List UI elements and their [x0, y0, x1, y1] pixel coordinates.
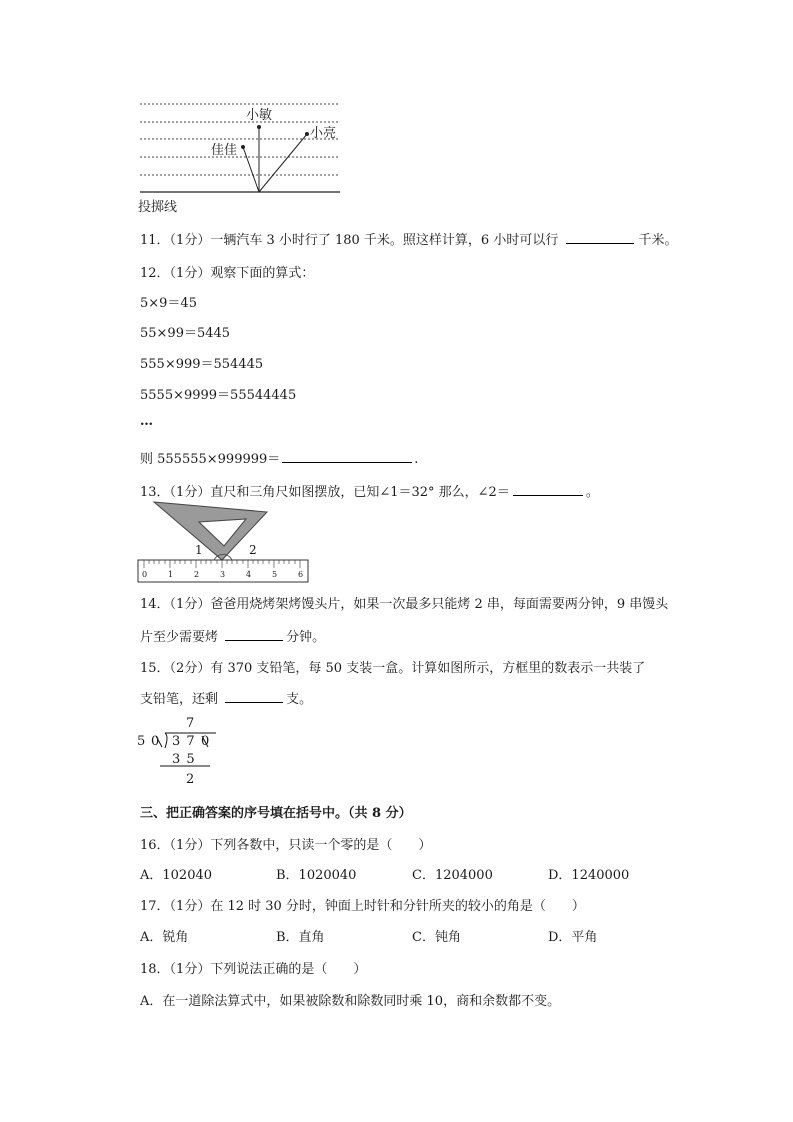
answer-blank[interactable] [225, 626, 283, 641]
ellipsis: … [140, 414, 153, 429]
ruler-number: 2 [194, 570, 200, 579]
question-14-suffix: 分钟。 [286, 630, 326, 645]
answer-blank[interactable] [282, 448, 412, 463]
ruler-triangle-figure [136, 500, 316, 586]
question-11-unit: 千米。 [638, 233, 678, 248]
answer-blank[interactable] [225, 688, 283, 703]
equation-line: 5555×9999＝55544445 [140, 388, 297, 403]
landing-point [241, 145, 245, 149]
baseline-label: 投掷线 [138, 200, 178, 215]
ruler-number: 3 [220, 570, 226, 579]
ruler-number: 4 [246, 570, 252, 579]
name-label-xiaoliang: 小亮 [310, 126, 337, 141]
division-product: 3 5 [172, 752, 196, 767]
question-14-prefix: 片至少需要烤 [140, 630, 219, 645]
name-label-jiajia: 佳佳 [211, 143, 238, 158]
landing-point [305, 132, 309, 136]
option-a[interactable]: A．102040 [140, 868, 213, 883]
landing-point [257, 125, 261, 129]
question-15-prefix: 支铅笔，还剩 [140, 692, 219, 707]
division-remainder: 2 [186, 772, 195, 787]
question-11 [140, 229, 678, 248]
question-13-suffix: 。 [585, 485, 599, 500]
question-12-text: 12．（1分）观察下面的算式： [140, 266, 315, 281]
option-d[interactable]: D．平角 [548, 930, 598, 945]
question-14-line1: 14．（1分）爸爸用烧烤架烤馒头片，如果一次最多只能烤 2 串，每面需要两分钟，9 串馒头 [140, 597, 669, 612]
question-16-text: 16．（1分）下列各数中，只读一个零的是（ ） [140, 838, 432, 853]
conclusion-text: 则 555555×999999＝ [140, 452, 281, 467]
option-c[interactable]: C．1204000 [412, 868, 493, 883]
division-divisor-zero: 0 [151, 734, 160, 749]
equation-line: 5×9＝45 [140, 296, 197, 311]
question-12-conclusion [140, 448, 418, 467]
question-15-line2 [140, 688, 312, 707]
option-b[interactable]: B．1020040 [276, 868, 357, 883]
question-14-line2 [140, 626, 325, 645]
equation-line: 55×99＝5445 [140, 326, 231, 341]
name-label-xiaomin: 小敏 [246, 108, 273, 123]
angle-1-label: 1 [195, 543, 203, 557]
conclusion-suffix: . [414, 452, 419, 467]
option-a[interactable]: A．在一道除法算式中，如果被除数和除数同时乘 10，商和余数都不变。 [140, 994, 561, 1009]
section-heading: 三、把正确答案的序号填在括号中。（共 8 分） [140, 806, 412, 821]
option-d[interactable]: D．1240000 [548, 868, 630, 883]
question-18-text: 18．（1分）下列说法正确的是（ ） [140, 962, 367, 977]
division-quotient: 7 [186, 716, 195, 731]
division-bracket [165, 733, 167, 748]
question-17-text: 17．（1分）在 12 时 30 分时，钟面上时针和分针所夹的较小的角是（ ） [140, 899, 585, 914]
option-c[interactable]: C．钝角 [412, 930, 461, 945]
question-15-line1: 15．（2分）有 370 支铅笔，每 50 支装一盒。计算如图所示，方框里的数表示一共装了 [140, 661, 646, 676]
option-a[interactable]: A．锐角 [140, 930, 189, 945]
ruler-number: 0 [142, 570, 148, 579]
ruler-number: 5 [272, 570, 278, 579]
division-dividend: 3 7 [172, 734, 196, 749]
answer-blank[interactable] [566, 229, 634, 244]
ruler-number: 6 [298, 570, 304, 579]
question-13 [140, 481, 599, 500]
equation-line: 555×999＝554445 [140, 357, 264, 372]
question-13-text: 13．（1分）直尺和三角尺如图摆放，已知∠1＝32° 那么，∠2＝ [140, 485, 510, 500]
throw-line-jiajia [243, 147, 259, 192]
answer-blank[interactable] [513, 481, 583, 496]
question-15-suffix: 支。 [286, 692, 313, 707]
ruler-number: 1 [168, 570, 174, 579]
division-dividend-zero: 0 [201, 734, 210, 749]
angle-2-label: 2 [249, 543, 257, 557]
throw-line-xiaoliang [259, 134, 307, 192]
option-b[interactable]: B．直角 [276, 930, 325, 945]
division-divisor: 5 [137, 734, 146, 749]
question-11-text: 11．（1分）一辆汽车 3 小时行了 180 千米。照这样计算，6 小时可以行 [140, 233, 559, 248]
